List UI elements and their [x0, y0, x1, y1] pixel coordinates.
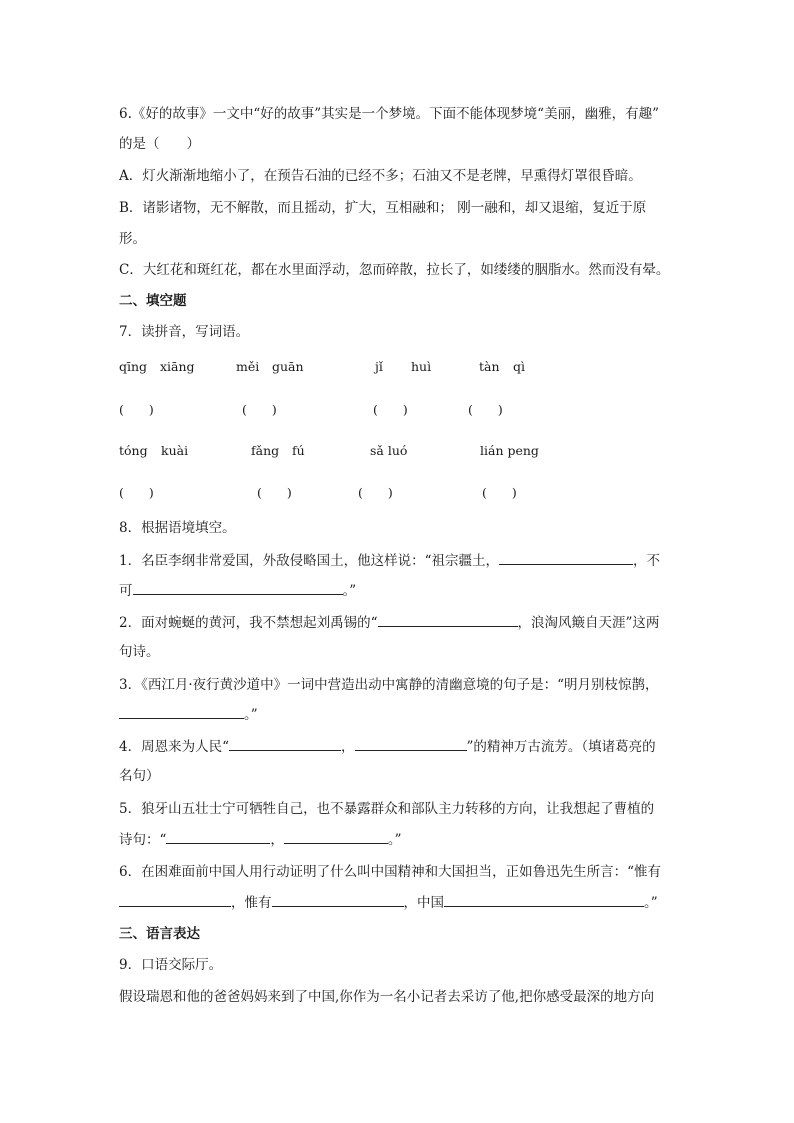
answer-blank[interactable]: ( ) [242, 402, 277, 417]
answer-blank[interactable]: ( ) [119, 402, 154, 417]
answer-blank[interactable]: ( ) [468, 402, 503, 417]
q9-body-line1: 假设瑞恩和他的爸爸妈妈来到了中国,你作为一名小记者去采访了他,把你感受最深的地方向 [119, 989, 655, 1005]
fill-blank[interactable] [133, 580, 343, 595]
pinyin: kuài [161, 443, 189, 458]
q8-item-4-line1 [119, 736, 656, 757]
q8-item-3-line1: 3．《西江月·夜行黄沙道中》一词中营造出动中寓静的清幽意境的句子是：“明月别枝惊鹊， [119, 677, 659, 693]
q6-option-b-line1: B．诸影诸物，无不解散，而且摇动，扩大，互相融和； 刚一融和，却又退缩，复近于原 [119, 200, 647, 216]
answer-blank[interactable]: ( ) [373, 402, 408, 417]
pinyin: jǐ [375, 359, 383, 374]
q8-text: 可 [119, 583, 133, 599]
fill-blank[interactable] [119, 892, 231, 907]
section-3-title: 三、语言表达 [119, 926, 200, 942]
fill-blank[interactable] [378, 612, 518, 627]
q9-title: 9．口语交际厅。 [119, 957, 223, 973]
fill-blank[interactable] [284, 829, 388, 844]
fill-blank[interactable] [119, 704, 244, 719]
pinyin: qīng [119, 359, 148, 374]
q8-item-1-line1 [119, 550, 660, 571]
q8-text: 。” [644, 895, 658, 911]
q8-item-5-line1: 5．狼牙山五壮士宁可牺牲自己，也不暴露群众和部队主力转移的方向，让我想起了曹植的 [119, 801, 655, 817]
q6-option-b-line2: 形。 [119, 231, 146, 247]
q8-text: 。” [387, 832, 402, 848]
q8-text: 。” [342, 583, 357, 599]
q8-text: ”的精神万古流芳。（填诸葛亮的 [466, 739, 656, 755]
q8-text: ，中国 [403, 895, 444, 911]
answer-blank[interactable]: ( ) [119, 485, 154, 500]
q6-stem-line2: 的是（ ） [119, 136, 200, 152]
q6-option-a: A．灯火渐渐地缩小了，在预告石油的已经不多；石油又不是老牌，早熏得灯罩很昏暗。 [119, 168, 642, 184]
fill-blank[interactable] [355, 736, 467, 751]
q8-text: 诗句：“ [119, 832, 167, 848]
pinyin: xiāng [160, 359, 195, 374]
q8-text: ，浪淘风簸自天涯”这两 [517, 615, 660, 631]
pinyin: fú [292, 443, 305, 458]
q8-title: 8．根据语境填空。 [119, 520, 236, 536]
pinyin: tàn [479, 359, 500, 374]
pinyin: fǎng [251, 443, 280, 458]
q6-stem-line1: 6.《好的故事》一文中“好的故事”其实是一个梦境。下面不能体现梦境“美丽，幽雅，有趣” [119, 106, 659, 122]
fill-blank[interactable] [499, 550, 633, 565]
q8-text: 2．面对蜿蜒的黄河，我不禁想起刘禹锡的“ [119, 615, 378, 631]
pinyin: guān [272, 359, 304, 374]
q8-item-4-line2: 名句） [119, 768, 160, 784]
q8-text: 4．周恩来为人民“ [119, 739, 229, 755]
q8-text: 。” [244, 707, 258, 723]
answer-blank[interactable]: ( ) [358, 485, 393, 500]
section-2-title: 二、填空题 [119, 293, 187, 309]
pinyin: sǎ luó [370, 443, 408, 458]
answer-blank[interactable]: ( ) [257, 485, 292, 500]
pinyin: qì [513, 359, 525, 374]
fill-blank[interactable] [272, 892, 404, 907]
pinyin: lián peng [480, 443, 539, 458]
q8-item-6-line1: 6．在困难面前中国人用行动证明了什么叫中国精神和大国担当，正如鲁迅先生所言：“惟有 [119, 864, 661, 880]
fill-blank[interactable] [229, 736, 341, 751]
q8-text: ， [270, 832, 284, 848]
q8-text: ，惟有 [231, 895, 272, 911]
q6-option-c: C．大红花和斑红花，都在水里面浮动，忽而碎散，拉长了，如缕缕的胭脂水。然而没有晕。 [119, 262, 670, 278]
pinyin: huì [411, 359, 432, 374]
fill-blank[interactable] [166, 829, 270, 844]
q8-item-1-line2 [119, 580, 356, 601]
q7-title: 7．读拼音，写词语。 [119, 324, 250, 340]
q8-item-3-line2 [119, 704, 258, 725]
q8-item-5-line2 [119, 829, 402, 850]
q8-item-2-line2: 句诗。 [119, 644, 160, 660]
answer-blank[interactable]: ( ) [482, 485, 517, 500]
q8-text: 1．名臣李纲非常爱国，外敌侵略国土，他这样说：“祖宗疆土， [119, 553, 499, 569]
pinyin: měi [236, 359, 260, 374]
q8-item-2-line1 [119, 612, 659, 633]
fill-blank[interactable] [444, 892, 644, 907]
q8-text: ， [341, 739, 355, 755]
pinyin: tóng [119, 443, 148, 458]
q8-text: ，不 [633, 553, 660, 569]
q8-item-6-line2 [119, 892, 658, 913]
